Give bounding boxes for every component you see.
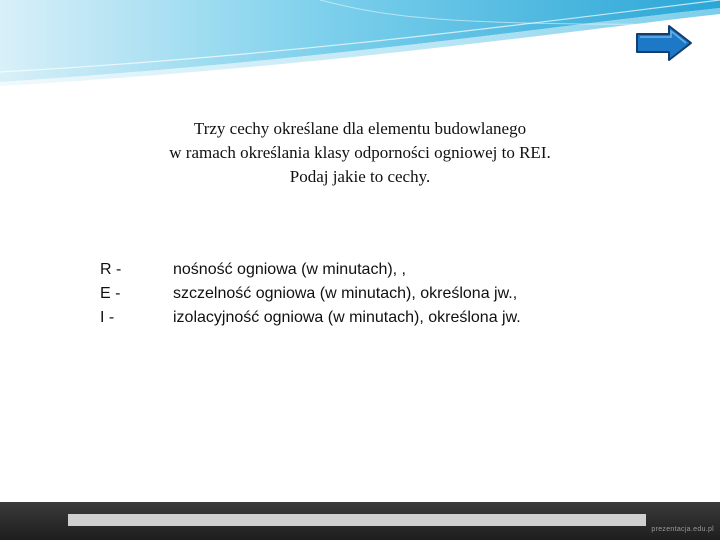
answer-letter: I -	[100, 309, 115, 326]
answer-text: szczelność ogniowa (w minutach), określona jw.,	[173, 285, 518, 302]
answer-letter: R -	[100, 261, 122, 278]
answer-text: nośność ogniowa (w minutach), ,	[173, 261, 406, 278]
question-line-2: w ramach określania klasy odporności ogniowej to REI.	[169, 143, 551, 162]
answer-text: izolacyjność ogniowa (w minutach), określona jw.	[173, 309, 521, 326]
question-line-1: Trzy cechy określane dla elementu budowlanego	[193, 119, 527, 138]
answer-row-i	[100, 306, 660, 330]
footer-strip	[68, 514, 646, 526]
question-text	[60, 117, 660, 189]
answer-row-e	[100, 282, 660, 306]
next-slide-button[interactable]	[634, 23, 694, 63]
arrow-right-icon	[637, 26, 691, 60]
answer-row-r	[100, 258, 660, 282]
question-line-3: Podaj jakie to cechy.	[289, 167, 431, 186]
footer-site-label: prezentacja.edu.pl	[651, 526, 714, 533]
answer-letter: E -	[100, 285, 121, 302]
answer-list	[100, 258, 660, 330]
header-swoosh	[0, 0, 720, 90]
